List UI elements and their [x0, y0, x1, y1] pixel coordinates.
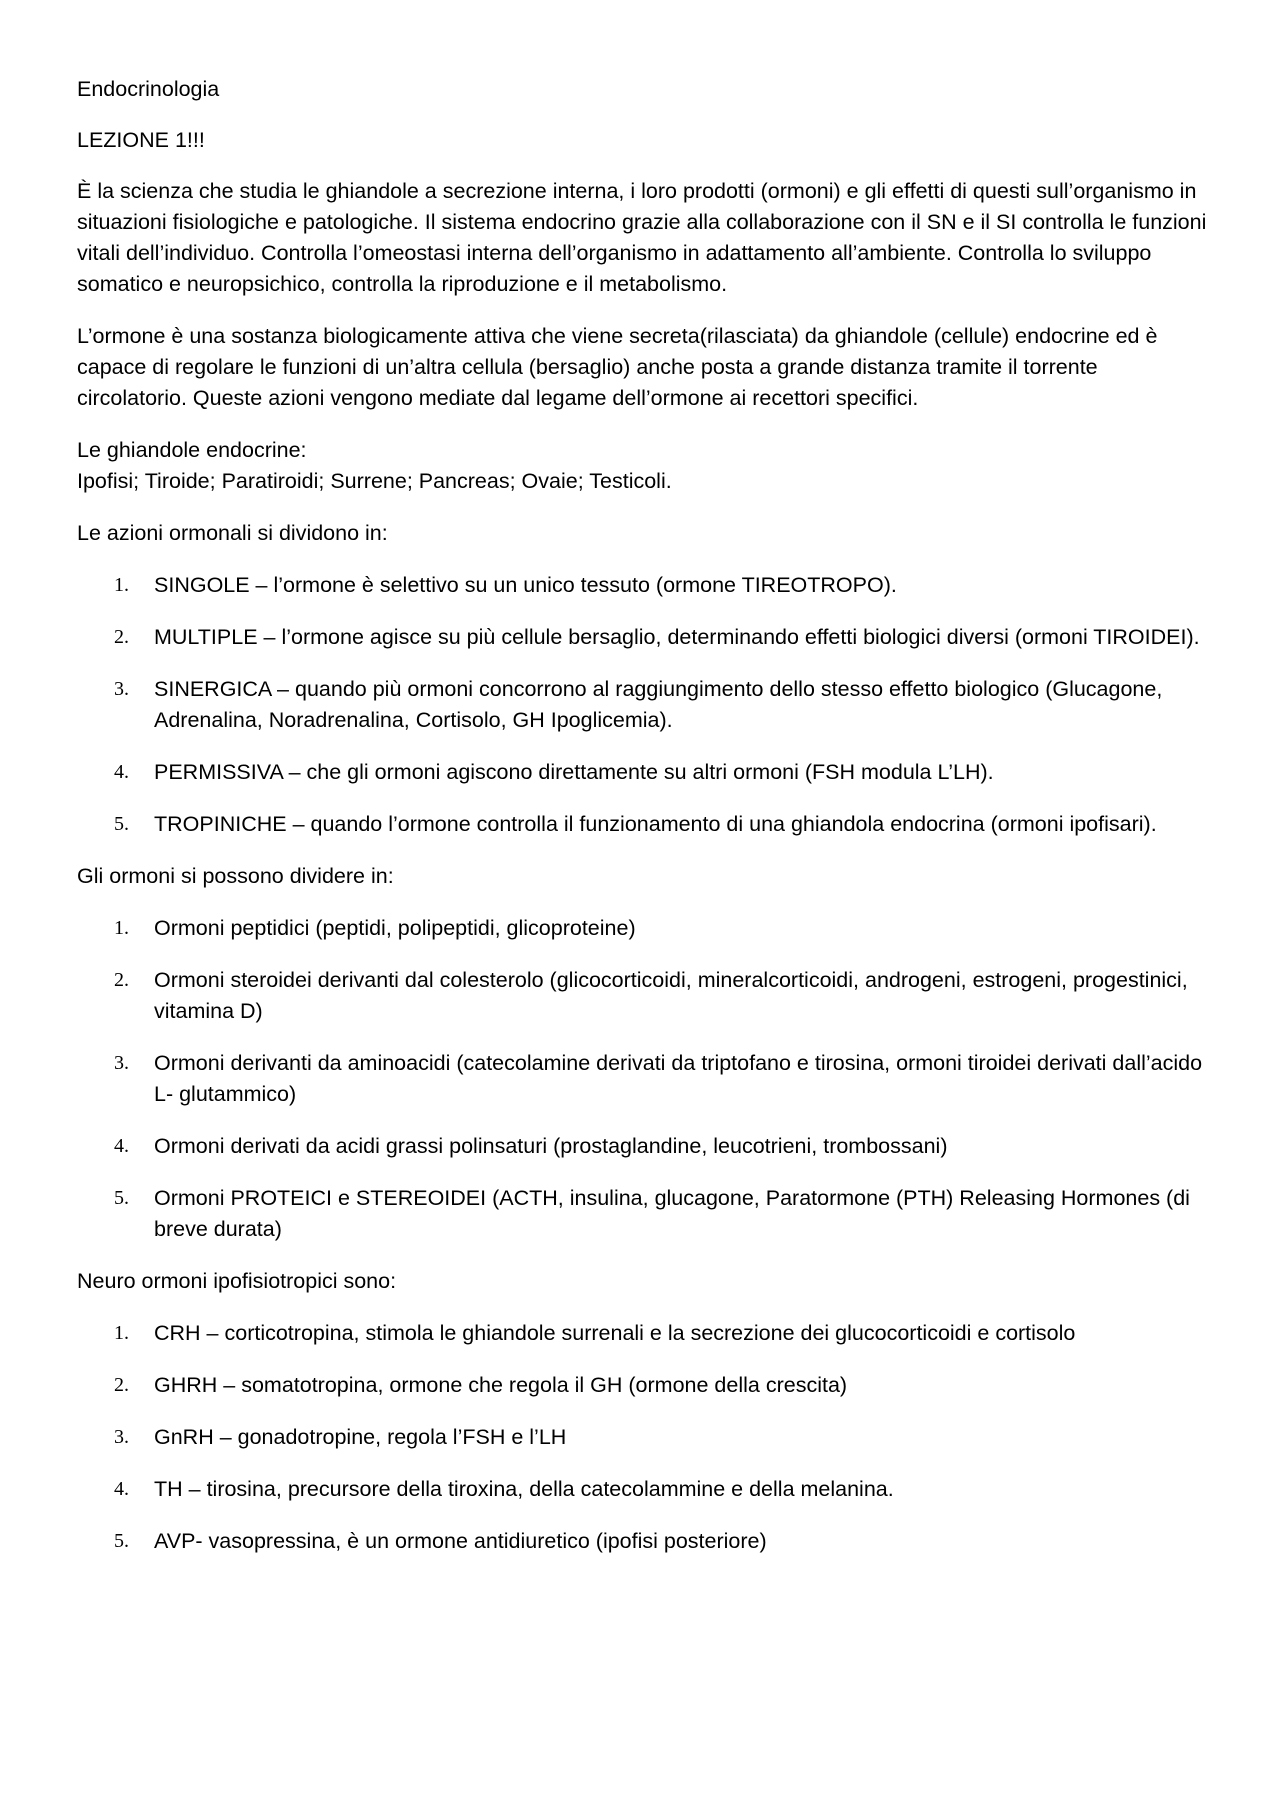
- list-text: GnRH – gonadotropine, regola l’FSH e l’LH: [154, 1425, 567, 1449]
- lesson-heading: LEZIONE 1!!!: [77, 128, 205, 152]
- list-text: Ormoni PROTEICI e STEREOIDEI (ACTH, insulina, glucagone, Paratormone (PTH) Releasing Hormones (di breve durata): [154, 1186, 1190, 1241]
- hormone-types-list: [77, 913, 1207, 1245]
- list-item: [77, 965, 1207, 1027]
- list-text: GHRH – somatotropina, ormone che regola il GH (ormone della crescita): [154, 1373, 848, 1397]
- list-number: 3.: [114, 1052, 129, 1074]
- glands-heading: Le ghiandole endocrine:: [77, 438, 307, 462]
- list-number: 1.: [114, 574, 129, 596]
- list-item: [77, 1183, 1207, 1245]
- list-text: CRH – corticotropina, stimola le ghiandole surrenali e la secrezione dei glucocorticoidi e cortisolo: [154, 1321, 1076, 1345]
- list-text: SINGOLE – l’ormone è selettivo su un unico tessuto (ormone TIREOTROPO).: [154, 573, 897, 597]
- list-number: 1.: [114, 1322, 129, 1344]
- list-text: TROPINICHE – quando l’ormone controlla il funzionamento di una ghiandola endocrina (ormoni ipofisari).: [154, 812, 1157, 836]
- list-number: 4.: [114, 761, 129, 783]
- paragraph-hormone: L’ormone è una sostanza biologicamente attiva che viene secreta(rilasciata) da ghiandole (cellule) endocrine ed è capace di regolare le funzioni di un’altra cellula (bersaglio) anche posta a grande distanza tramite il torrente circolatorio. Queste azioni vengono mediate dal legame dell’ormone ai recettori specifici.: [77, 324, 1158, 410]
- list-item: [77, 1526, 1207, 1557]
- list-item: [77, 1048, 1207, 1110]
- list-number: 2.: [114, 969, 129, 991]
- document-title: Endocrinologia: [77, 77, 220, 101]
- list-text: MULTIPLE – l’ormone agisce su più cellule bersaglio, determinando effetti biologici diversi (ormoni TIROIDEI).: [154, 625, 1200, 649]
- list-item: [77, 1474, 1207, 1505]
- list-number: 3.: [114, 1426, 129, 1448]
- list-item: [77, 757, 1207, 788]
- list-item: [77, 809, 1207, 840]
- list-number: 2.: [114, 1374, 129, 1396]
- list-item: [77, 622, 1207, 653]
- list-number: 5.: [114, 1530, 129, 1552]
- paragraph-definition: È la scienza che studia le ghiandole a secrezione interna, i loro prodotti (ormoni) e gli effetti di questi sull’organismo in situazioni fisiologiche e patologiche. Il sistema endocrino grazie alla collaborazione con il SN e il SI controlla le funzioni vitali dell’individuo. Controlla l’omeostasi interna dell’organismo in adattamento all’ambiente. Controlla lo sviluppo somatico e neuropsichico, controlla la riproduzione e il metabolismo.: [77, 179, 1207, 296]
- list-item: [77, 913, 1207, 944]
- neuro-hormones-heading: Neuro ormoni ipofisiotropici sono:: [77, 1269, 397, 1293]
- list-text: AVP- vasopressina, è un ormone antidiuretico (ipofisi posteriore): [154, 1529, 767, 1553]
- list-number: 4.: [114, 1478, 129, 1500]
- list-number: 5.: [114, 1187, 129, 1209]
- document-body: [77, 74, 1207, 1578]
- list-item: [77, 1318, 1207, 1349]
- list-text: SINERGICA – quando più ormoni concorrono al raggiungimento dello stesso effetto biologico (Glucagone, Adrenalina, Noradrenalina, Cortisolo, GH Ipoglicemia).: [154, 677, 1163, 732]
- list-number: 2.: [114, 626, 129, 648]
- list-item: [77, 1370, 1207, 1401]
- list-item: [77, 1422, 1207, 1453]
- hormone-types-heading: Gli ormoni si possono dividere in:: [77, 864, 394, 888]
- glands-list: Ipofisi; Tiroide; Paratiroidi; Surrene; Pancreas; Ovaie; Testicoli.: [77, 469, 672, 493]
- list-text: Ormoni steroidei derivanti dal colesterolo (glicocorticoidi, mineralcorticoidi, androgeni, estrogeni, progestinici, vitamina D): [154, 968, 1188, 1023]
- actions-heading: Le azioni ormonali si dividono in:: [77, 521, 388, 545]
- list-item: [77, 674, 1207, 736]
- list-text: PERMISSIVA – che gli ormoni agiscono direttamente su altri ormoni (FSH modula L’LH).: [154, 760, 994, 784]
- neuro-hormones-list: [77, 1318, 1207, 1557]
- list-number: 5.: [114, 813, 129, 835]
- list-number: 4.: [114, 1135, 129, 1157]
- list-item: [77, 1131, 1207, 1162]
- list-number: 3.: [114, 678, 129, 700]
- list-text: Ormoni derivati da acidi grassi polinsaturi (prostaglandine, leucotrieni, trombossani): [154, 1134, 948, 1158]
- list-number: 1.: [114, 917, 129, 939]
- glands-section: [77, 435, 1207, 497]
- list-text: Ormoni derivanti da aminoacidi (catecolamine derivati da triptofano e tirosina, ormoni tiroidei derivati dall’acido L- glutammico): [154, 1051, 1203, 1106]
- list-text: TH – tirosina, precursore della tiroxina, della catecolammine e della melanina.: [154, 1477, 894, 1501]
- list-item: [77, 570, 1207, 601]
- list-text: Ormoni peptidici (peptidi, polipeptidi, glicoproteine): [154, 916, 636, 940]
- actions-list: [77, 570, 1207, 840]
